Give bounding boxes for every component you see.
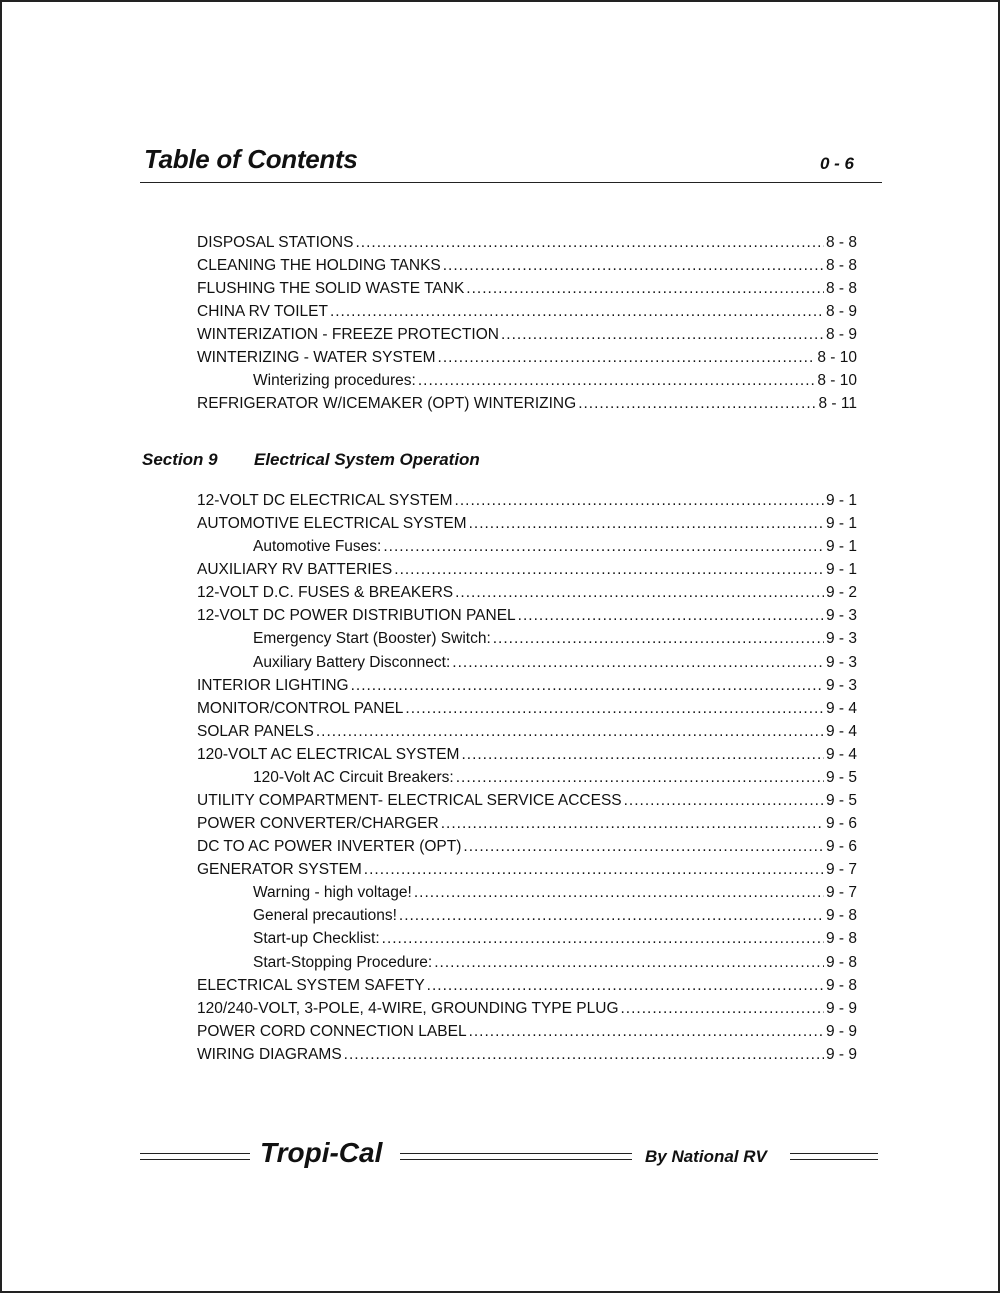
toc-entry-title: DISPOSAL STATIONS [197,234,354,251]
dot-leader [344,1044,824,1066]
dot-leader [455,490,824,512]
dot-leader [418,370,816,392]
dot-leader [452,652,824,674]
toc-entry-page: 9 - 6 [825,815,857,832]
toc-entry[interactable] [197,1044,857,1066]
toc-entry-title: WINTERIZATION - FREEZE PROTECTION [197,326,499,343]
footer-rule [400,1153,632,1160]
dot-leader [501,324,824,346]
toc-entry-title: Start-Stopping Procedure: [253,954,433,971]
toc-entry-page: 9 - 1 [825,538,857,555]
toc-entry-page: 9 - 1 [825,515,857,532]
dot-leader [414,882,824,904]
toc-entry-page: 9 - 3 [825,607,857,624]
toc-entry-title: Emergency Start (Booster) Switch: [253,630,491,647]
dot-leader [364,859,824,881]
toc-subentry[interactable] [253,767,857,789]
toc-subentry[interactable] [253,370,857,392]
toc-entry[interactable] [197,324,857,346]
toc-entry-title: 120-VOLT AC ELECTRICAL SYSTEM [197,746,460,763]
toc-entry-page: 9 - 9 [825,1000,857,1017]
toc-entry[interactable] [197,1021,857,1043]
toc-entry-title: Start-up Checklist: [253,930,380,947]
toc-entry[interactable] [197,675,857,697]
toc-entry-title: Winterizing procedures: [253,372,416,389]
toc-entry-page: 8 - 9 [825,303,857,320]
toc-entry[interactable] [197,605,857,627]
toc-entry-page: 9 - 7 [825,884,857,901]
toc-entry[interactable] [197,813,857,835]
toc-entry-page: 9 - 7 [825,861,857,878]
toc-entry-title: Automotive Fuses: [253,538,382,555]
toc-subentry[interactable] [253,905,857,927]
toc-entry-page: 9 - 4 [825,723,857,740]
section-number: Section 9 [142,450,218,469]
toc-entry-title: AUTOMOTIVE ELECTRICAL SYSTEM [197,515,467,532]
toc-entry[interactable] [197,790,857,812]
toc-entry[interactable] [197,859,857,881]
dot-leader [621,998,824,1020]
footer-maker: By National RV [645,1147,767,1166]
toc-entry-page: 9 - 9 [825,1046,857,1063]
toc-entry[interactable] [197,975,857,997]
toc-subentry[interactable] [253,628,857,650]
toc-entry-title: Auxiliary Battery Disconnect: [253,654,451,671]
toc-entry-title: AUXILIARY RV BATTERIES [197,561,393,578]
toc-entry-title: CLEANING THE HOLDING TANKS [197,257,441,274]
toc-entry-title: UTILITY COMPARTMENT- ELECTRICAL SERVICE ACCESS [197,792,622,809]
dot-leader [427,975,824,997]
toc-entry[interactable] [197,278,857,300]
footer-rule [140,1153,250,1160]
toc-entry-title: 120-Volt AC Circuit Breakers: [253,769,454,786]
dot-leader [394,559,824,581]
toc-entry-page: 8 - 10 [817,372,857,389]
dot-leader [383,536,824,558]
dot-leader [624,790,824,812]
toc-entry-page: 8 - 9 [825,326,857,343]
toc-entry-title: WIRING DIAGRAMS [197,1046,342,1063]
dot-leader [443,255,824,277]
toc-entry-page: 9 - 8 [825,977,857,994]
toc-entry[interactable] [197,393,857,415]
dot-leader [456,767,824,789]
dot-leader [469,513,824,535]
dot-leader [578,393,816,415]
toc-entry-page: 8 - 8 [825,280,857,297]
toc-entry-page: 9 - 1 [825,561,857,578]
toc-entry-page: 9 - 4 [825,746,857,763]
dot-leader [330,301,824,323]
dot-leader [438,347,816,369]
toc-entry-page: 9 - 1 [825,492,857,509]
toc-entry[interactable] [197,998,857,1020]
toc-entry-page: 8 - 10 [817,349,857,366]
toc-entry-title: POWER CONVERTER/CHARGER [197,815,439,832]
toc-entry-title: REFRIGERATOR W/ICEMAKER (OPT) WINTERIZING [197,395,577,412]
toc-entry-page: 9 - 6 [825,838,857,855]
toc-entry-title: Warning - high voltage! [253,884,412,901]
page-title: Table of Contents [144,144,358,174]
toc-entry-title: 120/240-VOLT, 3-POLE, 4-WIRE, GROUNDING TYPE PLUG [197,1000,619,1017]
toc-entry-page: 8 - 8 [825,257,857,274]
toc-entry[interactable] [197,698,857,720]
toc-entry[interactable] [197,836,857,858]
toc-entry-page: 9 - 8 [825,930,857,947]
toc-entry-title: INTERIOR LIGHTING [197,677,349,694]
toc-entry-title: FLUSHING THE SOLID WASTE TANK [197,280,465,297]
toc-entry-title: MONITOR/CONTROL PANEL [197,700,404,717]
toc-entry-page: 9 - 3 [825,654,857,671]
dot-leader [399,905,824,927]
dot-leader [351,675,824,697]
toc-entry-page: 9 - 9 [825,1023,857,1040]
toc-subentry[interactable] [253,928,857,950]
dot-leader [355,232,824,254]
footer-brand: Tropi-Cal [260,1137,383,1168]
dot-leader [434,952,824,974]
dot-leader [493,628,824,650]
toc-subentry[interactable] [253,882,857,904]
toc-entry-page: 8 - 11 [818,395,857,412]
toc-entry-page: 9 - 8 [825,954,857,971]
toc-entry-page: 9 - 4 [825,700,857,717]
toc-entry[interactable] [197,301,857,323]
toc-entry-title: POWER CORD CONNECTION LABEL [197,1023,467,1040]
toc-entry[interactable] [197,255,857,277]
toc-entry-page: 9 - 5 [825,792,857,809]
toc-entry-title: 12-VOLT D.C. FUSES & BREAKERS [197,584,454,601]
toc-entry[interactable] [197,513,857,535]
dot-leader [405,698,824,720]
toc-entry-title: WINTERIZING - WATER SYSTEM [197,349,436,366]
toc-entry-title: CHINA RV TOILET [197,303,328,320]
table-of-contents [2,2,998,1291]
toc-entry-page: 9 - 2 [825,584,857,601]
toc-entry[interactable] [197,582,857,604]
toc-entry[interactable] [197,744,857,766]
dot-leader [463,836,824,858]
page-number: 0 - 6 [819,154,854,173]
toc-subentry[interactable] [253,952,857,974]
toc-entry-title: General precautions! [253,907,397,924]
footer-rule [790,1153,878,1160]
dot-leader [518,605,824,627]
dot-leader [382,928,824,950]
section-title: Electrical System Operation [254,450,480,469]
dot-leader [469,1021,824,1043]
toc-entry[interactable] [197,559,857,581]
toc-entry-title: SOLAR PANELS [197,723,314,740]
toc-entry-page: 9 - 3 [825,630,857,647]
toc-subentry[interactable] [253,652,857,674]
toc-entry[interactable] [197,347,857,369]
toc-entry-page: 9 - 8 [825,907,857,924]
toc-entry[interactable] [197,232,857,254]
toc-entry-page: 9 - 5 [825,769,857,786]
toc-entry-title: DC TO AC POWER INVERTER (OPT) [197,838,462,855]
dot-leader [466,278,824,300]
toc-entry-title: 12-VOLT DC POWER DISTRIBUTION PANEL [197,607,516,624]
toc-entry[interactable] [197,721,857,743]
dot-leader [461,744,824,766]
dot-leader [316,721,824,743]
toc-entry-page: 9 - 3 [825,677,857,694]
toc-entry-title: ELECTRICAL SYSTEM SAFETY [197,977,425,994]
toc-entry-title: GENERATOR SYSTEM [197,861,362,878]
toc-subentry[interactable] [253,536,857,558]
page-footer [140,1137,880,1177]
dot-leader [455,582,824,604]
dot-leader [441,813,824,835]
toc-entry-page: 8 - 8 [825,234,857,251]
toc-entry-title: 12-VOLT DC ELECTRICAL SYSTEM [197,492,453,509]
toc-entry[interactable] [197,490,857,512]
